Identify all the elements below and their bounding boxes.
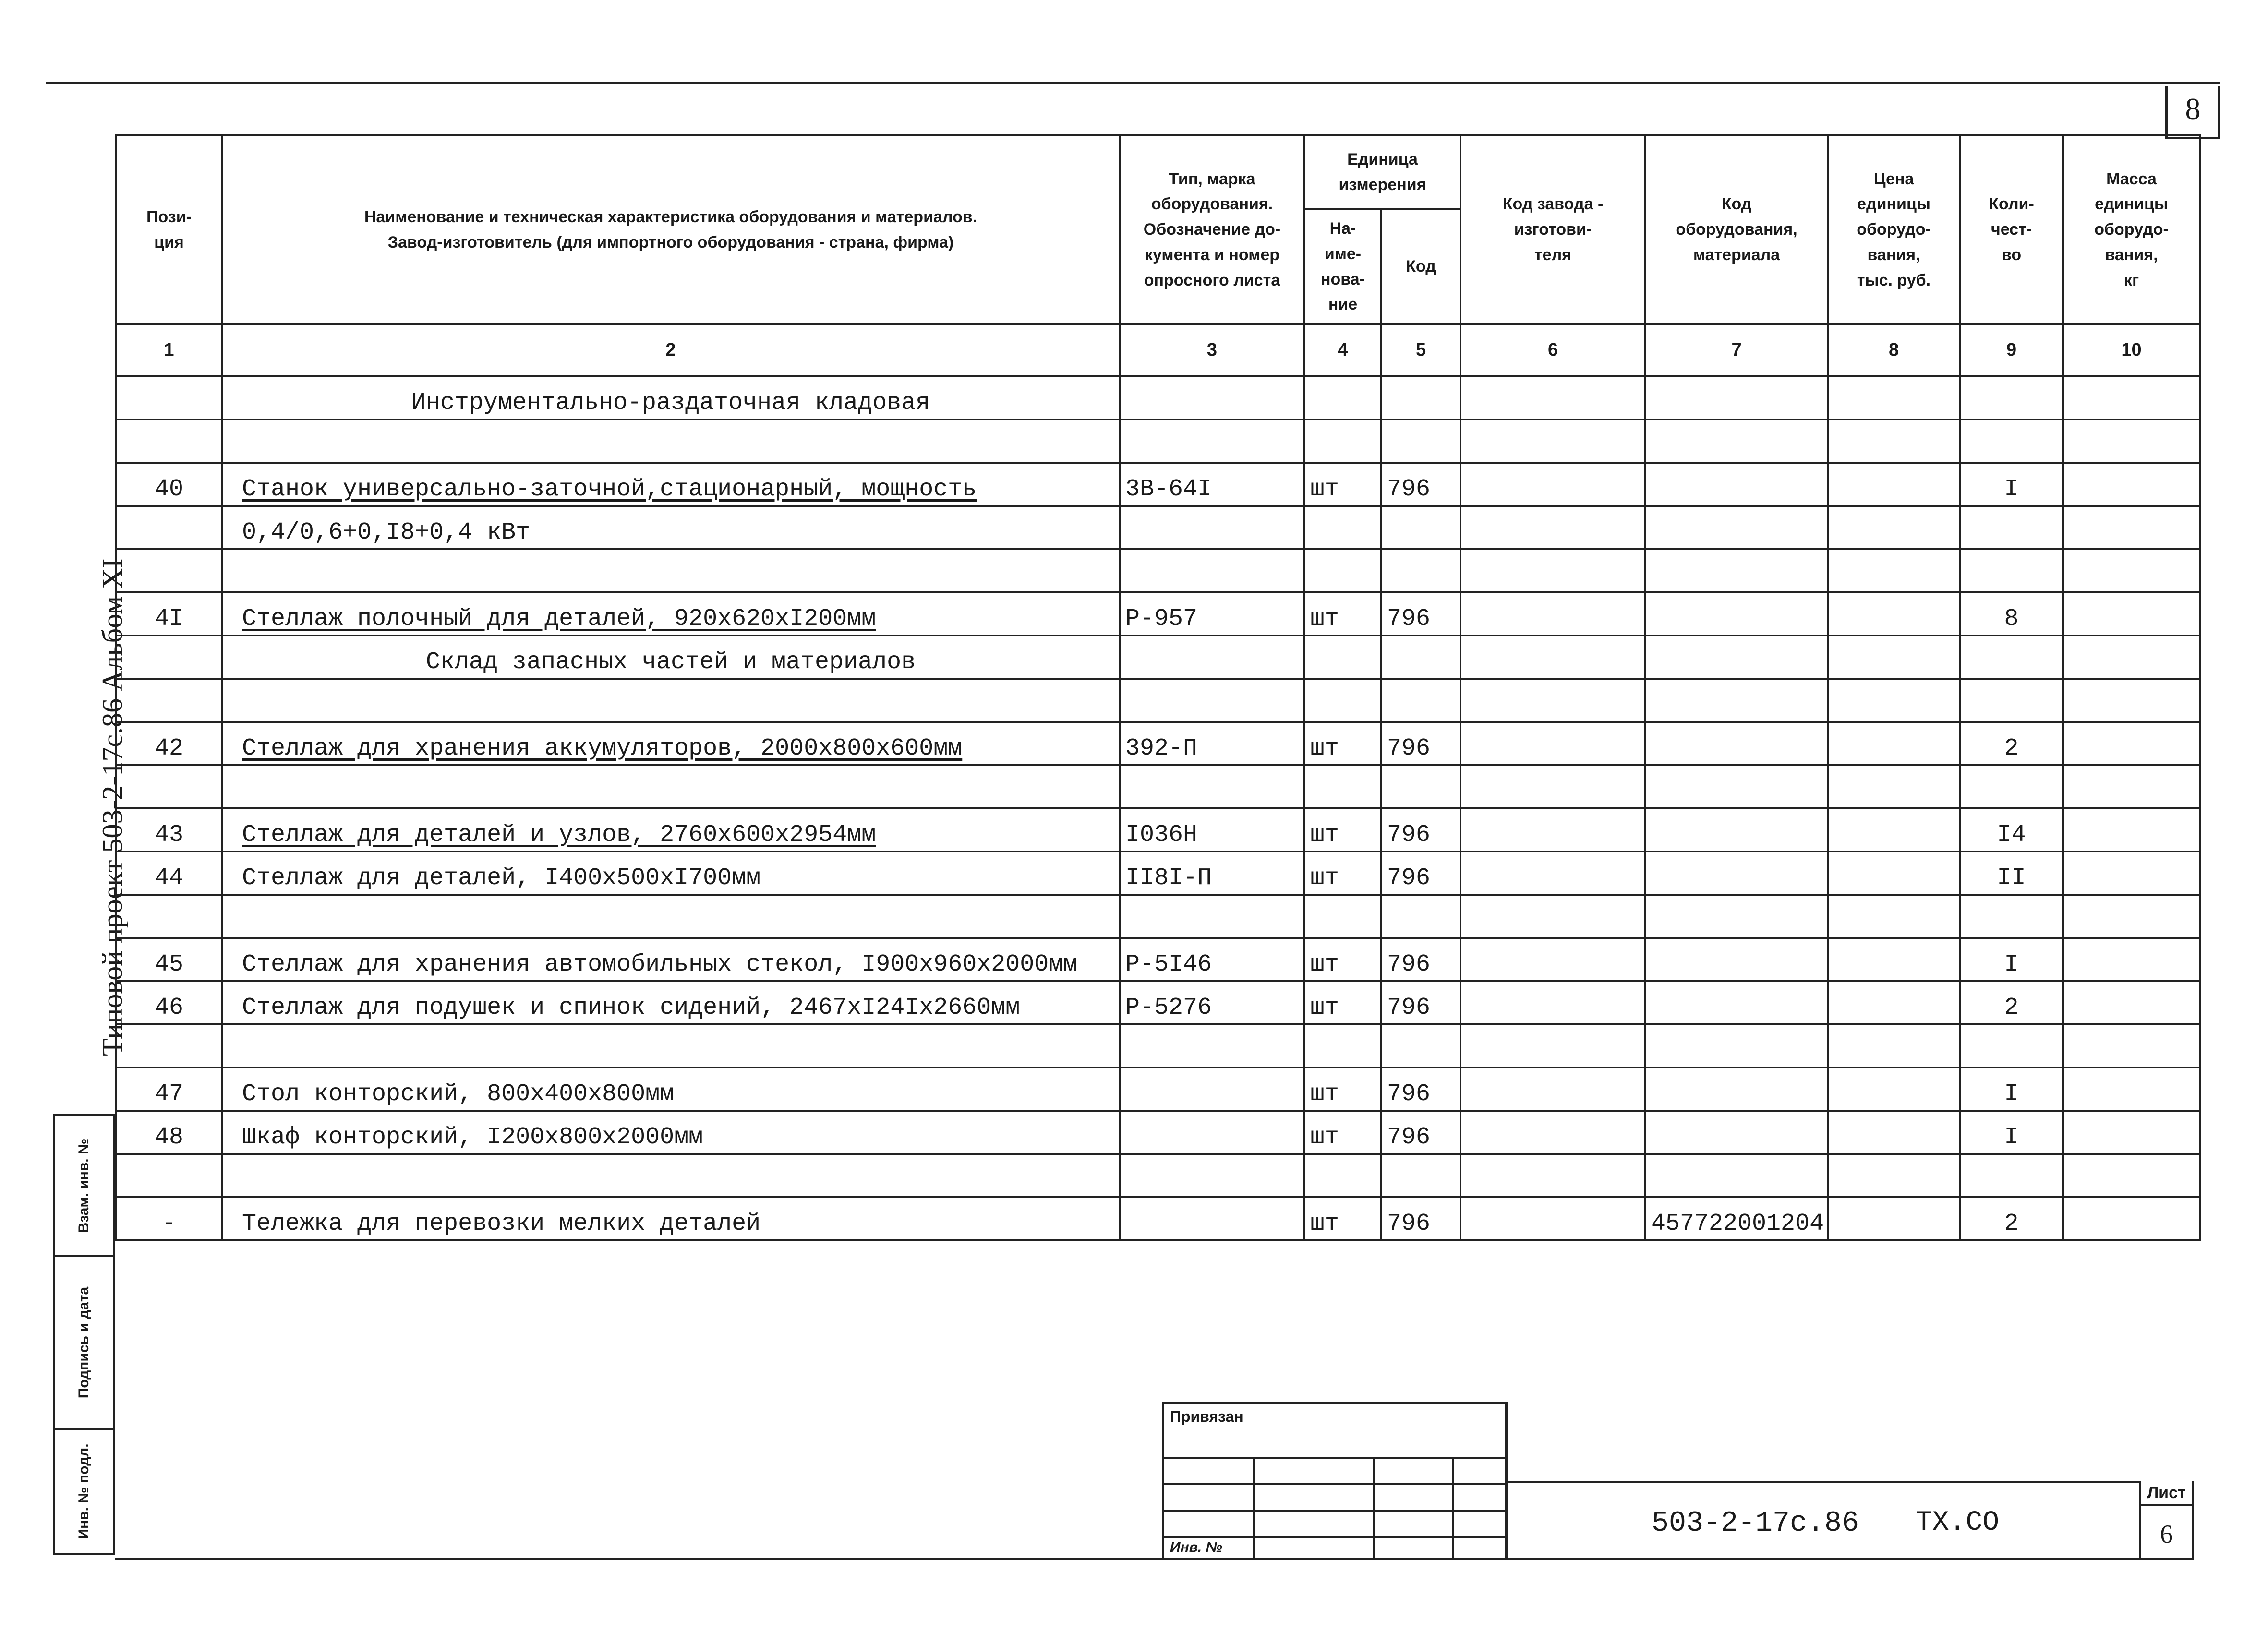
row-mass: [2063, 376, 2200, 420]
header-unit-code: Код: [1381, 209, 1460, 324]
stamp-label-inventory: Инв. № подл.: [76, 1443, 92, 1539]
row-equipment-code: [1645, 1068, 1828, 1111]
row-position: 45: [116, 938, 222, 981]
row-quantity: [1960, 895, 2063, 938]
table-row: [116, 1111, 2200, 1154]
sheet-number: 6: [2160, 1520, 2173, 1548]
row-equipment-code: [1645, 549, 1828, 592]
row-price: [1828, 679, 1960, 722]
row-unit-code: 796: [1381, 981, 1460, 1024]
row-unit: [1304, 376, 1381, 420]
row-unit-code: [1381, 636, 1460, 679]
row-type: I036Н: [1120, 808, 1304, 852]
row-equipment-code: [1645, 938, 1828, 981]
row-price: [1828, 1154, 1960, 1197]
bottom-border-line: [115, 1558, 2194, 1560]
row-name: Стеллаж для деталей, I400х500хI700мм: [222, 852, 1120, 895]
row-unit-code: 796: [1381, 463, 1460, 506]
row-type: [1120, 1068, 1304, 1111]
continuation-row: [116, 506, 2200, 549]
row-position: 47: [116, 1068, 222, 1111]
table-row: [116, 463, 2200, 506]
row-equipment-code: [1645, 895, 1828, 938]
row-factory-code: [1460, 506, 1645, 549]
row-position: 4I: [116, 592, 222, 636]
row-type: 392-П: [1120, 722, 1304, 765]
column-number: 9: [1960, 324, 2063, 376]
sheet-label: Лист: [2141, 1484, 2192, 1506]
row-name: [222, 895, 1120, 938]
row-unit-code: [1381, 549, 1460, 592]
row-name: [222, 679, 1120, 722]
binding-title-block: [1162, 1402, 1508, 1560]
row-type: [1120, 420, 1304, 463]
header-factory-code: Код завода - изготови- теля: [1460, 135, 1645, 324]
row-unit-code: [1381, 765, 1460, 808]
row-price: [1828, 808, 1960, 852]
spec-table-body: [116, 376, 2200, 1240]
row-quantity: II: [1960, 852, 2063, 895]
corner-page-number: 8: [2185, 92, 2201, 126]
header-position: Пози- ция: [116, 135, 222, 324]
row-quantity: I: [1960, 938, 2063, 981]
row-type: Р-5276: [1120, 981, 1304, 1024]
row-price: [1828, 1068, 1960, 1111]
row-unit-code: 796: [1381, 1197, 1460, 1240]
top-border-line: [46, 82, 2220, 84]
row-quantity: I: [1960, 1111, 2063, 1154]
row-mass: [2063, 1154, 2200, 1197]
section-row: [116, 376, 2200, 420]
row-factory-code: [1460, 420, 1645, 463]
column-number: 3: [1120, 324, 1304, 376]
header-equipment-code: Код оборудования, материала: [1645, 135, 1828, 324]
row-equipment-code: [1645, 1024, 1828, 1068]
row-price: [1828, 420, 1960, 463]
row-unit-code: [1381, 1154, 1460, 1197]
row-mass: [2063, 592, 2200, 636]
row-unit: шт: [1304, 938, 1381, 981]
corner-page-box: [2165, 86, 2220, 139]
row-price: [1828, 376, 1960, 420]
row-factory-code: [1460, 1154, 1645, 1197]
header-mass: Масса единицы оборудо- вания, кг: [2063, 135, 2200, 324]
row-unit-code: [1381, 420, 1460, 463]
row-factory-code: [1460, 808, 1645, 852]
table-row: [116, 1197, 2200, 1240]
row-type: [1120, 549, 1304, 592]
row-unit-code: [1381, 895, 1460, 938]
row-factory-code: [1460, 1111, 1645, 1154]
row-price: [1828, 549, 1960, 592]
row-price: [1828, 722, 1960, 765]
header-quantity: Коли- чест- во: [1960, 135, 2063, 324]
row-unit: [1304, 636, 1381, 679]
document-code: 503-2-17с.86: [1652, 1507, 1859, 1540]
row-unit: шт: [1304, 808, 1381, 852]
row-type: Р-5I46: [1120, 938, 1304, 981]
row-unit: шт: [1304, 463, 1381, 506]
row-equipment-code: [1645, 376, 1828, 420]
table-row: [116, 981, 2200, 1024]
sheet-box: [2139, 1481, 2194, 1558]
column-number: 6: [1460, 324, 1645, 376]
row-unit: [1304, 420, 1381, 463]
row-unit: шт: [1304, 981, 1381, 1024]
row-mass: [2063, 1068, 2200, 1111]
row-position: [116, 895, 222, 938]
row-factory-code: [1460, 463, 1645, 506]
row-name: Стеллаж для деталей и узлов, 2760х600х2954мм: [222, 808, 1120, 852]
bound-label: Привязан: [1170, 1408, 1243, 1425]
row-factory-code: [1460, 981, 1645, 1024]
row-quantity: I: [1960, 1068, 2063, 1111]
row-unit-code: 796: [1381, 808, 1460, 852]
tb-divider: [1452, 1457, 1454, 1558]
row-unit-code: 796: [1381, 1068, 1460, 1111]
row-equipment-code: [1645, 506, 1828, 549]
row-factory-code: [1460, 636, 1645, 679]
row-name: Стол конторский, 800х400х800мм: [222, 1068, 1120, 1111]
row-equipment-code: [1645, 981, 1828, 1024]
side-project-text: Типовой проект 503-2-17с.86 Альбом XI: [97, 558, 128, 1056]
row-name: Тележка для перевозки мелких деталей: [222, 1197, 1120, 1240]
row-position: 44: [116, 852, 222, 895]
row-type: [1120, 1197, 1304, 1240]
row-mass: [2063, 981, 2200, 1024]
row-unit: [1304, 506, 1381, 549]
row-unit-code: 796: [1381, 592, 1460, 636]
row-position: [116, 679, 222, 722]
row-factory-code: [1460, 1024, 1645, 1068]
column-number: 7: [1645, 324, 1828, 376]
column-number: 10: [2063, 324, 2200, 376]
row-mass: [2063, 765, 2200, 808]
row-price: [1828, 981, 1960, 1024]
row-quantity: I4: [1960, 808, 2063, 852]
row-equipment-code: [1645, 1154, 1828, 1197]
title-row-rule: [1508, 1481, 2139, 1483]
row-unit: [1304, 679, 1381, 722]
row-unit: шт: [1304, 1111, 1381, 1154]
row-price: [1828, 938, 1960, 981]
row-type: Р-957: [1120, 592, 1304, 636]
row-name: [222, 1024, 1120, 1068]
row-type: 3В-64I: [1120, 463, 1304, 506]
row-name: Стеллаж для хранения аккумуляторов, 2000х800х600мм: [222, 722, 1120, 765]
row-equipment-code: [1645, 592, 1828, 636]
table-row: [116, 592, 2200, 636]
row-quantity: 2: [1960, 1197, 2063, 1240]
row-position: [116, 1154, 222, 1197]
row-unit-code: 796: [1381, 938, 1460, 981]
row-quantity: [1960, 549, 2063, 592]
row-mass: [2063, 722, 2200, 765]
stamp-cell: [55, 1116, 113, 1255]
row-unit-code: [1381, 1024, 1460, 1068]
row-type: [1120, 765, 1304, 808]
table-row: [116, 808, 2200, 852]
column-number: 8: [1828, 324, 1960, 376]
row-factory-code: [1460, 679, 1645, 722]
row-unit-code: 796: [1381, 1111, 1460, 1154]
row-name: Стеллаж полочный для деталей, 920х620хI200мм: [222, 592, 1120, 636]
row-unit: [1304, 549, 1381, 592]
row-factory-code: [1460, 765, 1645, 808]
row-unit-code: 796: [1381, 722, 1460, 765]
row-name: Стеллаж для хранения автомобильных стекол, I900х960х2000мм: [222, 938, 1120, 981]
row-factory-code: [1460, 852, 1645, 895]
row-position: 40: [116, 463, 222, 506]
row-name: Станок универсально-заточной,стационарный, мощность: [222, 463, 1120, 506]
table-row: [116, 1068, 2200, 1111]
stamp-cell: [55, 1428, 113, 1553]
row-quantity: [1960, 765, 2063, 808]
row-unit-code: [1381, 679, 1460, 722]
row-price: [1828, 463, 1960, 506]
blank-row: [116, 420, 2200, 463]
row-position: [116, 420, 222, 463]
blank-row: [116, 765, 2200, 808]
blank-row: [116, 679, 2200, 722]
row-mass: [2063, 1197, 2200, 1240]
row-quantity: [1960, 506, 2063, 549]
row-factory-code: [1460, 549, 1645, 592]
header-unit: Единица измерения: [1304, 135, 1460, 209]
row-type: [1120, 1111, 1304, 1154]
row-equipment-code: [1645, 722, 1828, 765]
stamp-label-replacement: Взам. инв. №: [76, 1138, 92, 1233]
row-price: [1828, 852, 1960, 895]
row-mass: [2063, 463, 2200, 506]
row-position: [116, 1024, 222, 1068]
row-quantity: [1960, 1154, 2063, 1197]
row-quantity: I: [1960, 463, 2063, 506]
row-factory-code: [1460, 1197, 1645, 1240]
row-unit: шт: [1304, 852, 1381, 895]
row-unit: шт: [1304, 722, 1381, 765]
column-number: 1: [116, 324, 222, 376]
blank-row: [116, 895, 2200, 938]
row-quantity: [1960, 679, 2063, 722]
row-unit-code: [1381, 506, 1460, 549]
row-equipment-code: [1645, 808, 1828, 852]
row-unit-code: 796: [1381, 852, 1460, 895]
row-mass: [2063, 895, 2200, 938]
section-title: Инструментально-раздаточная кладовая: [222, 376, 1120, 420]
row-unit: шт: [1304, 1068, 1381, 1111]
row-mass: [2063, 852, 2200, 895]
row-position: [116, 506, 222, 549]
row-quantity: [1960, 1024, 2063, 1068]
row-position: 46: [116, 981, 222, 1024]
row-unit: [1304, 1154, 1381, 1197]
row-position: [116, 376, 222, 420]
row-type: [1120, 376, 1304, 420]
tb-divider: [1373, 1457, 1375, 1558]
row-quantity: 2: [1960, 722, 2063, 765]
row-quantity: 2: [1960, 981, 2063, 1024]
row-factory-code: [1460, 1068, 1645, 1111]
stamp-label-signature: Подпись и дата: [76, 1286, 92, 1399]
column-number: 4: [1304, 324, 1381, 376]
section-row: [116, 636, 2200, 679]
blank-row: [116, 1154, 2200, 1197]
row-type: [1120, 895, 1304, 938]
approval-stamp: [53, 1114, 115, 1555]
row-mass: [2063, 1024, 2200, 1068]
header-name: Наименование и техническая характеристика оборудования и материалов. Завод-изготовитель (для импортного оборудования - страна, фирма): [222, 135, 1120, 324]
row-quantity: [1960, 376, 2063, 420]
row-equipment-code: [1645, 679, 1828, 722]
blank-row: [116, 549, 2200, 592]
row-equipment-code: [1645, 463, 1828, 506]
row-factory-code: [1460, 938, 1645, 981]
row-name: Стеллаж для подушек и спинок сидений, 2467хI24Iх2660мм: [222, 981, 1120, 1024]
row-mass: [2063, 938, 2200, 981]
row-position: [116, 549, 222, 592]
row-mass: [2063, 549, 2200, 592]
row-equipment-code: [1645, 852, 1828, 895]
column-number: 2: [222, 324, 1120, 376]
row-type: II8I-П: [1120, 852, 1304, 895]
row-mass: [2063, 636, 2200, 679]
table-row: [116, 938, 2200, 981]
row-price: [1828, 895, 1960, 938]
row-price: [1828, 636, 1960, 679]
row-quantity: [1960, 636, 2063, 679]
row-unit-code: [1381, 376, 1460, 420]
header-unit-name: На- име- нова- ние: [1304, 209, 1381, 324]
row-price: [1828, 1197, 1960, 1240]
row-price: [1828, 1024, 1960, 1068]
row-type: [1120, 636, 1304, 679]
row-name: [222, 1154, 1120, 1197]
blank-row: [116, 1024, 2200, 1068]
row-position: 42: [116, 722, 222, 765]
tb-divider: [1253, 1457, 1255, 1558]
row-unit: [1304, 1024, 1381, 1068]
row-type: [1120, 1024, 1304, 1068]
row-mass: [2063, 506, 2200, 549]
row-factory-code: [1460, 592, 1645, 636]
row-position: [116, 636, 222, 679]
row-name: [222, 765, 1120, 808]
row-quantity: 8: [1960, 592, 2063, 636]
table-row: [116, 852, 2200, 895]
row-position: -: [116, 1197, 222, 1240]
table-row: [116, 722, 2200, 765]
row-type: [1120, 1154, 1304, 1197]
column-number: 5: [1381, 324, 1460, 376]
row-name: [222, 549, 1120, 592]
row-name: [222, 420, 1120, 463]
row-price: [1828, 765, 1960, 808]
row-type: [1120, 506, 1304, 549]
row-equipment-code: [1645, 1111, 1828, 1154]
row-price: [1828, 1111, 1960, 1154]
section-title: Склад запасных частей и материалов: [222, 636, 1120, 679]
row-equipment-code: [1645, 765, 1828, 808]
row-factory-code: [1460, 722, 1645, 765]
row-price: [1828, 592, 1960, 636]
header-type: Тип, марка оборудования. Обозначение до- кумента и номер опросного листа: [1120, 135, 1304, 324]
row-quantity: [1960, 420, 2063, 463]
row-unit: [1304, 895, 1381, 938]
row-unit: шт: [1304, 1197, 1381, 1240]
row-position: 48: [116, 1111, 222, 1154]
row-unit: шт: [1304, 592, 1381, 636]
row-position: [116, 765, 222, 808]
row-unit: [1304, 765, 1381, 808]
row-equipment-code: [1645, 636, 1828, 679]
inventory-label: Инв. №: [1170, 1539, 1222, 1555]
document-suffix: ТХ.СО: [1916, 1507, 2000, 1538]
row-mass: [2063, 808, 2200, 852]
row-equipment-code: 457722001204: [1645, 1197, 1828, 1240]
row-name: 0,4/0,6+0,I8+0,4 кВт: [222, 506, 1120, 549]
stamp-cell: [55, 1255, 113, 1428]
row-position: 43: [116, 808, 222, 852]
row-factory-code: [1460, 376, 1645, 420]
row-factory-code: [1460, 895, 1645, 938]
row-mass: [2063, 679, 2200, 722]
row-equipment-code: [1645, 420, 1828, 463]
row-type: [1120, 679, 1304, 722]
row-name: Шкаф конторский, I200х800х2000мм: [222, 1111, 1120, 1154]
row-mass: [2063, 1111, 2200, 1154]
equipment-spec-table: [115, 134, 2201, 1241]
header-price: Цена единицы оборудо- вания, тыс. руб.: [1828, 135, 1960, 324]
row-price: [1828, 506, 1960, 549]
row-mass: [2063, 420, 2200, 463]
